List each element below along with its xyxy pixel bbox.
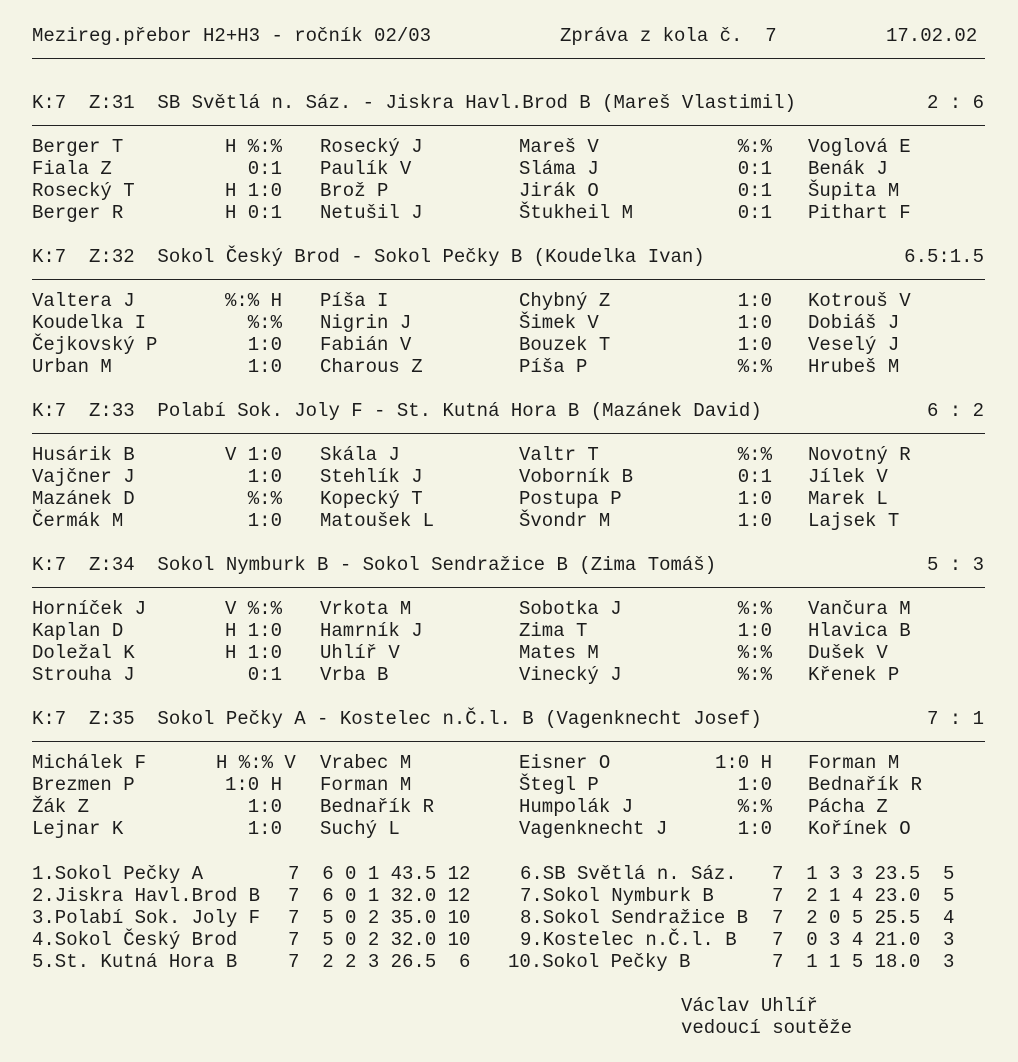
away-player: Netušil J: [320, 202, 423, 224]
home-player-2: Chybný Z: [519, 290, 611, 312]
home-player: Kaplan D: [32, 620, 124, 642]
result-2: 1:0: [737, 290, 772, 312]
away-player: Vrabec M: [320, 752, 412, 774]
home-result: 0:1: [247, 158, 282, 180]
home-player: Brezmen P: [32, 774, 135, 796]
away-player-2: Lajsek T: [808, 510, 900, 532]
result-2: %:%: [737, 598, 772, 620]
result-2: %:%: [737, 136, 772, 158]
home-player: Horníček J: [32, 598, 147, 620]
away-player: Stehlík J: [320, 466, 423, 488]
away-player-2: Pithart F: [808, 202, 911, 224]
home-result: 1:0: [247, 334, 282, 356]
home-result: %:%: [247, 488, 282, 510]
home-player-2: Sláma J: [519, 158, 599, 180]
result-2: 1:0: [737, 488, 772, 510]
home-result: H 0:1: [224, 202, 282, 224]
result-2: %:%: [737, 664, 772, 686]
away-player: Kopecký T: [320, 488, 423, 510]
result-2: %:%: [737, 642, 772, 664]
home-result: H %:%: [224, 136, 282, 158]
away-player-2: Křenek P: [808, 664, 900, 686]
away-player-2: Novotný R: [808, 444, 911, 466]
home-player-2: Humpolák J: [519, 796, 634, 818]
home-result: H 1:0: [224, 620, 282, 642]
round-label: Zpráva z kola č. 7: [560, 25, 777, 47]
divider: [32, 58, 985, 59]
standing-stats: 7 6 0 1 43.5 12: [288, 863, 471, 885]
home-result: 1:0: [247, 356, 282, 378]
signature-name: Václav Uhlíř: [681, 995, 818, 1017]
home-player-2: Vagenknecht J: [519, 818, 668, 840]
away-player-2: Benák J: [808, 158, 888, 180]
standing-team: 5.St. Kutná Hora B: [32, 951, 238, 973]
home-player-2: Píša P: [519, 356, 588, 378]
match-heading: K:7 Z:31 SB Světlá n. Sáz. - Jiskra Havl.Brod B (Mareš Vlastimil): [32, 92, 796, 114]
home-player-2: Šimek V: [519, 312, 599, 334]
home-player-2: Štukheil M: [519, 202, 634, 224]
home-player-2: Bouzek T: [519, 334, 611, 356]
home-player: Doležal K: [32, 642, 135, 664]
match-heading: K:7 Z:34 Sokol Nymburk B - Sokol Sendražice B (Zima Tomáš): [32, 554, 717, 576]
away-player: Matoušek L: [320, 510, 435, 532]
home-result: %:%: [247, 312, 282, 334]
result-2: 1:0: [737, 312, 772, 334]
home-result: 1:0: [247, 818, 282, 840]
away-player-2: Marek L: [808, 488, 888, 510]
divider: [32, 587, 985, 588]
away-player: Nigrin J: [320, 312, 412, 334]
home-player-2: Postupa P: [519, 488, 622, 510]
result-2: 1:0: [737, 620, 772, 642]
result-2: 0:1: [737, 466, 772, 488]
home-player-2: Vinecký J: [519, 664, 622, 686]
away-player: Skála J: [320, 444, 400, 466]
home-player: Urban M: [32, 356, 112, 378]
standing-stats: 7 0 3 4 21.0 3: [772, 929, 955, 951]
match-heading: K:7 Z:33 Polabí Sok. Joly F - St. Kutná Hora B (Mazánek David): [32, 400, 762, 422]
standing-team: 4.Sokol Český Brod: [32, 929, 238, 951]
away-player-2: Jílek V: [808, 466, 888, 488]
result-2: 0:1: [737, 158, 772, 180]
home-player-2: Mates M: [519, 642, 599, 664]
away-player: Vrba B: [320, 664, 389, 686]
home-player: Fiala Z: [32, 158, 112, 180]
away-player: Rosecký J: [320, 136, 423, 158]
home-result: 0:1: [247, 664, 282, 686]
result-2: 1:0: [737, 334, 772, 356]
away-player: Suchý L: [320, 818, 400, 840]
result-2: 1:0: [737, 774, 772, 796]
home-result: H 1:0: [224, 642, 282, 664]
home-result: V 1:0: [224, 444, 282, 466]
away-player: Paulík V: [320, 158, 412, 180]
home-player: Strouha J: [32, 664, 135, 686]
home-player-2: Zima T: [519, 620, 588, 642]
home-player-2: Švondr M: [519, 510, 611, 532]
home-player: Žák Z: [32, 796, 90, 818]
standing-stats: 7 2 0 5 25.5 4: [772, 907, 955, 929]
home-player-2: Štegl P: [519, 774, 599, 796]
divider: [32, 433, 985, 434]
home-player: Čermák M: [32, 510, 124, 532]
home-result: 1:0 H: [224, 774, 282, 796]
home-result: H 1:0: [224, 180, 282, 202]
away-player-2: Bednařík R: [808, 774, 923, 796]
away-player-2: Voglová E: [808, 136, 911, 158]
away-player-2: Pácha Z: [808, 796, 888, 818]
result-2: 1:0 H: [714, 752, 772, 774]
standing-team: 7.Sokol Nymburk B: [520, 885, 714, 907]
result-2: 1:0: [737, 510, 772, 532]
away-player-2: Dobiáš J: [808, 312, 900, 334]
result-2: 0:1: [737, 180, 772, 202]
home-player-2: Sobotka J: [519, 598, 622, 620]
standing-stats: 7 1 1 5 18.0 3: [772, 951, 955, 973]
match-score: 2 : 6: [926, 92, 984, 114]
standing-team: 9.Kostelec n.Č.l. B: [520, 929, 737, 951]
match-score: 5 : 3: [926, 554, 984, 576]
away-player-2: Kořínek O: [808, 818, 911, 840]
result-2: %:%: [737, 444, 772, 466]
away-player: Bednařík R: [320, 796, 435, 818]
home-result: 1:0: [247, 510, 282, 532]
home-player: Husárik B: [32, 444, 135, 466]
match-score: 6 : 2: [926, 400, 984, 422]
divider: [32, 125, 985, 126]
home-player: Lejnar K: [32, 818, 124, 840]
home-player: Michálek F: [32, 752, 147, 774]
match-score: 7 : 1: [926, 708, 984, 730]
home-player: Rosecký T: [32, 180, 135, 202]
standing-team: 8.Sokol Sendražice B: [520, 907, 749, 929]
standing-team: 10.Sokol Pečky B: [508, 951, 691, 973]
away-player: Forman M: [320, 774, 412, 796]
away-player-2: Veselý J: [808, 334, 900, 356]
home-player-2: Mareš V: [519, 136, 599, 158]
away-player: Píša I: [320, 290, 389, 312]
standing-team: 2.Jiskra Havl.Brod B: [32, 885, 261, 907]
home-player: Berger T: [32, 136, 124, 158]
away-player: Hamrník J: [320, 620, 423, 642]
match-heading: K:7 Z:32 Sokol Český Brod - Sokol Pečky B (Koudelka Ivan): [32, 246, 705, 268]
standing-stats: 7 2 1 4 23.0 5: [772, 885, 955, 907]
away-player: Fabián V: [320, 334, 412, 356]
home-player: Valtera J: [32, 290, 135, 312]
home-result: 1:0: [247, 796, 282, 818]
report-title: Mezireg.přebor H2+H3 - ročník 02/03: [32, 25, 432, 47]
home-result: 1:0: [247, 466, 282, 488]
away-player-2: Forman M: [808, 752, 900, 774]
away-player-2: Vančura M: [808, 598, 911, 620]
away-player-2: Hlavica B: [808, 620, 911, 642]
home-player-2: Valtr T: [519, 444, 599, 466]
signature-role: vedoucí soutěže: [681, 1017, 853, 1039]
standing-stats: 7 2 2 3 26.5 6: [288, 951, 471, 973]
result-2: 0:1: [737, 202, 772, 224]
result-2: 1:0: [737, 818, 772, 840]
home-result: V %:%: [224, 598, 282, 620]
result-2: %:%: [737, 356, 772, 378]
standing-stats: 7 1 3 3 23.5 5: [772, 863, 955, 885]
home-player: Vajčner J: [32, 466, 135, 488]
home-player: Koudelka I: [32, 312, 147, 334]
standing-stats: 7 5 0 2 35.0 10: [288, 907, 471, 929]
home-result: H %:% V: [216, 752, 296, 774]
match-heading: K:7 Z:35 Sokol Pečky A - Kostelec n.Č.l. B (Vagenknecht Josef): [32, 708, 762, 730]
home-player: Čejkovský P: [32, 334, 158, 356]
standing-stats: 7 5 0 2 32.0 10: [288, 929, 471, 951]
match-score: 6.5:1.5: [904, 246, 984, 268]
away-player-2: Šupita M: [808, 180, 900, 202]
standing-stats: 7 6 0 1 32.0 12: [288, 885, 471, 907]
away-player-2: Hrubeš M: [808, 356, 900, 378]
standing-team: 6.SB Světlá n. Sáz.: [520, 863, 737, 885]
standing-team: 1.Sokol Pečky A: [32, 863, 204, 885]
standing-team: 3.Polabí Sok. Joly F: [32, 907, 261, 929]
home-player-2: Voborník B: [519, 466, 634, 488]
result-2: %:%: [737, 796, 772, 818]
home-player-2: Jirák O: [519, 180, 599, 202]
home-player-2: Eisner O: [519, 752, 611, 774]
away-player: Brož P: [320, 180, 389, 202]
home-player: Mazánek D: [32, 488, 135, 510]
report-date: 17.02.02: [886, 25, 978, 47]
divider: [32, 279, 985, 280]
away-player: Vrkota M: [320, 598, 412, 620]
away-player-2: Dušek V: [808, 642, 888, 664]
away-player-2: Kotrouš V: [808, 290, 911, 312]
home-player: Berger R: [32, 202, 124, 224]
away-player: Charous Z: [320, 356, 423, 378]
home-result: %:% H: [224, 290, 282, 312]
away-player: Uhlíř V: [320, 642, 400, 664]
divider: [32, 741, 985, 742]
